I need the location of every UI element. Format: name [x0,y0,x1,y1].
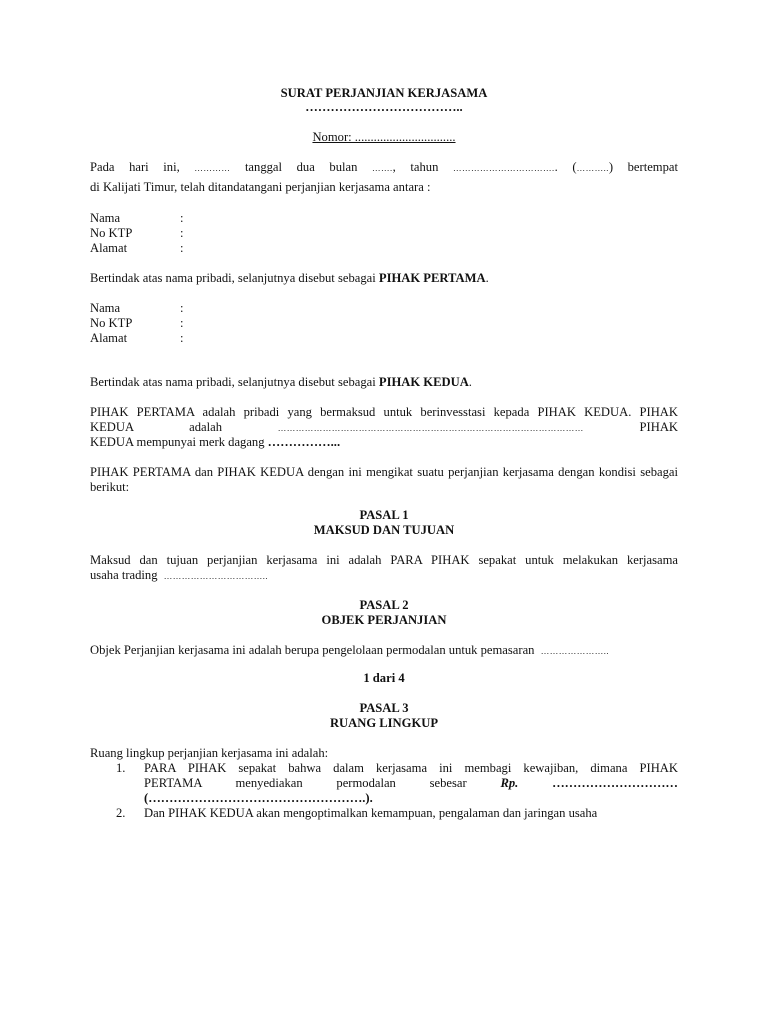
list-item [90,761,678,806]
pasal2-title: OBJEK PERJANJIAN [321,613,447,627]
pasal1-text-line-2 [90,568,678,584]
pasal3-title: RUANG LINGKUP [329,716,439,730]
document-title: SURAT PERJANJIAN KERJASAMA [280,86,488,100]
investment-line-1: PIHAK PERTAMA adalah pribadi yang bermaksud untuk berinvesstasi kepada PIHAK KEDUA. PIHAK [90,405,678,419]
nomor-text: Nomor: ................................ [312,130,456,144]
item1-line-1: PARA PIHAK sepakat bahwa dalam kerjasama ini membagi kewajiban, dimana PIHAK [144,761,678,775]
item1-word: PERTAMA [144,776,202,790]
party1-ktp-row [90,226,678,241]
pasal2-text-main: Objek Perjanjian kerjasama ini adalah berupa pengelolaan permodalan untuk pemasaran [90,643,535,657]
field-label: Nama [90,211,121,225]
pasal3-intro: Ruang lingkup perjanjian kerjasama ini adalah: [90,746,329,760]
pasal2-number: PASAL 2 [359,598,409,612]
pasal1-text: Maksud dan tujuan perjanjian kerjasama ini adalah PARA PIHAK sepakat untuk melakukan kerjasama [90,553,678,567]
role-suffix: . [468,375,472,389]
merk-dagang-dots: ……………... [267,435,341,449]
party1-fields [90,211,678,256]
item1-line-2 [144,776,678,791]
pasal1-number: PASAL 1 [359,508,409,522]
opening-text-a: Pada hari ini, [90,160,180,174]
role-name: PIHAK KEDUA [378,375,469,389]
investment-text-b: PIHAK [639,420,679,434]
field-colon: : [180,316,184,330]
field-colon: : [180,331,184,345]
party2-fields [90,301,678,346]
pasal3-list [90,761,678,821]
field-label: No KTP [90,316,133,330]
field-label: Alamat [90,241,128,255]
pasal3-number: PASAL 3 [359,701,409,715]
party2-nama-row [90,301,678,316]
opening-text-d: . ( [554,160,577,174]
opening-text-b: tanggal dua bulan [244,160,358,174]
field-label: No KTP [90,226,133,240]
pasal1-text-2: usaha trading [90,568,158,582]
field-label: Nama [90,301,121,315]
field-colon: : [180,241,184,255]
party1-role [90,271,678,286]
role-prefix: Bertindak atas nama pribadi, selanjutnya disebut sebagai [90,271,379,285]
item1-currency: Rp. [500,776,519,790]
opening-line-2: di Kalijati Timur, telah ditandatangani perjanjian kerjasama antara : [90,180,431,194]
agreement-paragraph: PIHAK PERTAMA dan PIHAK KEDUA dengan ini mengikat suatu perjanjian kerjasama dengan kondisi sebagai berikut: [90,465,678,494]
field-colon: : [180,226,184,240]
item1-word: menyediakan [235,776,303,790]
document-number [90,130,678,145]
opening-dots-b: ……. [372,163,393,173]
opening-line-1 [90,160,678,176]
field-colon: : [180,301,184,315]
pasal2-dots: ………………….. [540,646,609,656]
list-item-body: Dan PIHAK KEDUA akan mengoptimalkan kemampuan, pengalaman dan jaringan usaha [144,806,598,820]
opening-text-e: ) bertempat [608,160,678,174]
opening-dots-d: ……….. [576,163,609,173]
field-colon: : [180,211,184,225]
page-number: 1 dari 4 [363,671,405,685]
opening-dots-c: ……………………………. [452,163,555,173]
field-label: Alamat [90,331,128,345]
investment-text-c: KEDUA mempunyai merk dagang [90,435,268,449]
document-title-dots: ……………………………….. [305,100,463,114]
investment-text-a: KEDUA adalah [90,420,222,434]
item1-line-3: (…………………………………………….). [144,791,373,805]
role-suffix: . [485,271,489,285]
list-number: 2. [116,806,126,820]
role-name: PIHAK PERTAMA [378,271,486,285]
party1-nama-row [90,211,678,226]
party2-role [90,375,678,390]
investment-line-2 [90,420,678,436]
investment-dots: ………………………………………………………………………………………… [277,423,584,433]
list-item [90,806,678,821]
investment-line-3 [90,435,678,450]
role-prefix: Bertindak atas nama pribadi, selanjutnya disebut sebagai [90,375,379,389]
pasal1-title: MAKSUD DAN TUJUAN [313,523,455,537]
party2-alamat-row [90,331,678,346]
party1-alamat-row [90,241,678,256]
opening-dots-a: ………… [194,163,231,173]
opening-text-c: , tahun [392,160,439,174]
pasal2-text [90,643,678,659]
pasal1-dots: …………………………….. [163,571,269,581]
list-number: 1. [116,761,126,775]
party2-ktp-row [90,316,678,331]
item1-word: permodalan [336,776,396,790]
list-item-body [144,761,678,806]
item1-amount-dots: ………………………… [552,776,678,790]
item1-word: sebesar [429,776,467,790]
